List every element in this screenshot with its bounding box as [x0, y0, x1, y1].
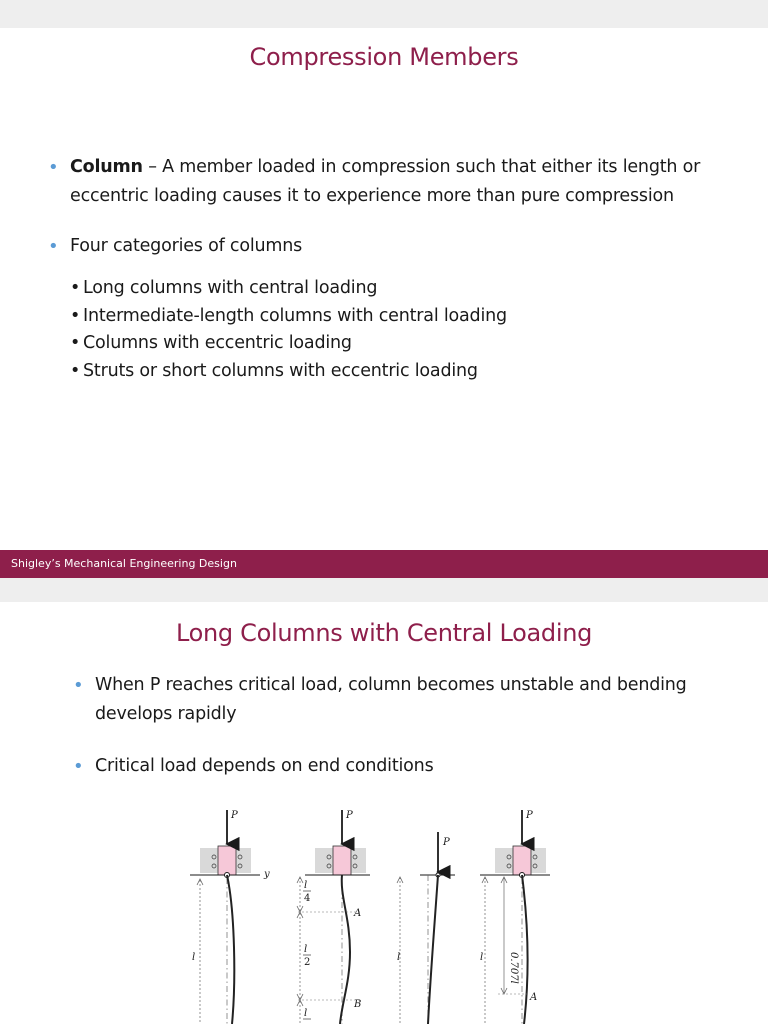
bullet-column-definition: [48, 153, 750, 211]
column-c-fixed-free: [397, 832, 455, 1024]
term-column: Column: [70, 157, 143, 177]
quarter-numerator: l: [304, 880, 308, 891]
load-label: P: [231, 810, 238, 821]
point-a-label: A: [354, 908, 362, 919]
bullet-text-line2: develops rapidly: [95, 704, 237, 724]
lower-quarter-numerator: l: [304, 1008, 308, 1019]
list-item: • Struts or short columns with eccentric loading: [70, 358, 507, 386]
slide-long-columns: [0, 602, 768, 1024]
bullet-line: [70, 153, 750, 182]
column-categories-list: [70, 275, 507, 385]
list-item: • Intermediate-length columns with central loading: [70, 303, 507, 331]
length-label: l: [480, 952, 484, 963]
half-numerator: l: [304, 944, 308, 955]
point-a-label: A: [530, 992, 538, 1003]
bullet-dot-icon: •: [48, 157, 59, 178]
quarter-denominator: 4: [304, 893, 311, 904]
list-item: • Long columns with central loading: [70, 275, 507, 303]
load-label: P: [526, 810, 533, 821]
slide-footer: Shigley’s Mechanical Engineering Design: [0, 550, 768, 578]
definition-text-line2: eccentric loading causes it to experience more than pure compression: [70, 186, 674, 206]
bullet-text: Four categories of columns: [70, 236, 303, 256]
bullet-four-categories: [48, 232, 750, 261]
load-label: P: [346, 810, 353, 821]
slide-title: Long Columns with Central Loading: [175, 619, 593, 647]
column-b-fixed-ends: [297, 810, 370, 1024]
bullet-dot-icon: •: [73, 756, 84, 777]
bullet-text: When P reaches critical load, column becomes unstable and bending: [95, 675, 687, 695]
column-end-conditions-figure: [180, 802, 560, 1024]
half-denominator: 2: [304, 957, 311, 968]
definition-text: – A member loaded in compression such that either its length or: [142, 157, 701, 177]
bullet-dot-icon: •: [48, 236, 59, 257]
length-label: l: [397, 952, 401, 963]
bullet-critical-load: [73, 671, 745, 729]
bullet-text: Critical load depends on end conditions: [95, 756, 434, 776]
point-b-label: B: [354, 999, 362, 1010]
slide-title: Compression Members: [249, 43, 519, 71]
column-a-pinned-ends: [190, 810, 270, 1024]
column-d-fixed-pinned: [480, 810, 550, 1024]
y-axis-label: y: [264, 869, 270, 880]
bullet-end-conditions: [73, 752, 745, 781]
list-item: • Columns with eccentric loading: [70, 330, 507, 358]
load-label: P: [443, 837, 450, 848]
bullet-dot-icon: •: [73, 675, 84, 696]
slide-compression-members: [0, 28, 768, 578]
length-label: l: [192, 952, 196, 963]
fraction-length-label: 0.707l: [508, 952, 519, 984]
